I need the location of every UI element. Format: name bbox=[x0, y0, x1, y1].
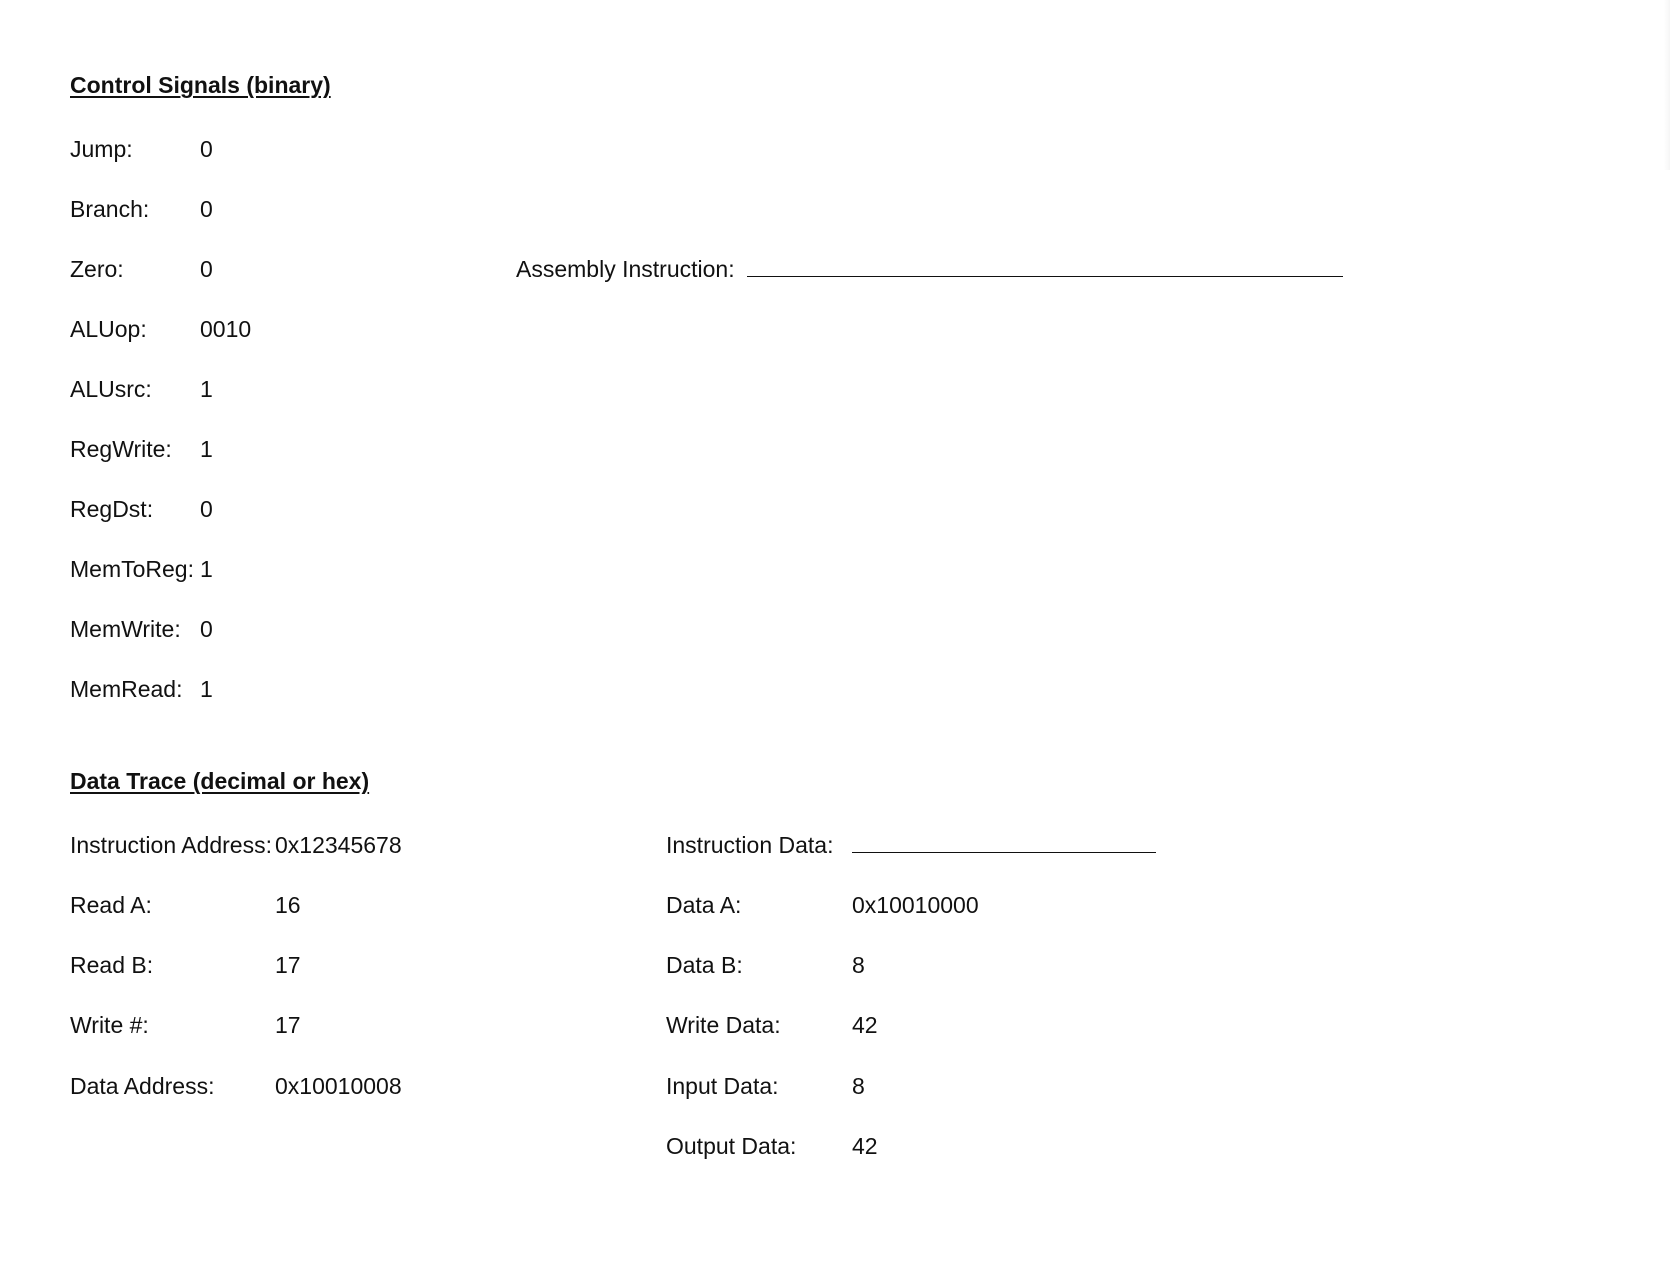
trace-value-data-a: 0x10010000 bbox=[852, 892, 979, 918]
signal-label-jump: Jump: bbox=[70, 136, 133, 162]
signal-value-regdst: 0 bbox=[200, 496, 213, 522]
signal-value-aluop: 0010 bbox=[200, 316, 252, 342]
assembly-instruction-field bbox=[516, 258, 1343, 281]
signal-label-regdst: RegDst: bbox=[70, 496, 154, 522]
trace-label-write-number: Write #: bbox=[70, 1012, 149, 1038]
trace-label-write-data: Write Data: bbox=[666, 1012, 781, 1038]
signal-value-memtoreg: 1 bbox=[200, 556, 213, 582]
signal-label-branch: Branch: bbox=[70, 196, 150, 222]
trace-label-data-b: Data B: bbox=[666, 952, 743, 978]
trace-label-instruction-data: Instruction Data: bbox=[666, 832, 834, 858]
trace-label-data-address: Data Address: bbox=[70, 1073, 215, 1099]
signal-value-branch: 0 bbox=[200, 196, 213, 222]
trace-label-instruction-address: Instruction Address: bbox=[70, 832, 272, 858]
signal-value-zero: 0 bbox=[200, 256, 213, 282]
signal-value-regwrite: 1 bbox=[200, 436, 213, 462]
signal-value-jump: 0 bbox=[200, 136, 213, 162]
instruction-data-blank bbox=[852, 852, 1156, 853]
trace-label-read-a: Read A: bbox=[70, 892, 152, 918]
trace-value-read-b: 17 bbox=[275, 952, 301, 978]
signal-label-aluop: ALUop: bbox=[70, 316, 147, 342]
assembly-instruction-blank bbox=[747, 276, 1343, 277]
trace-label-output-data: Output Data: bbox=[666, 1133, 797, 1159]
signal-label-memread: MemRead: bbox=[70, 676, 183, 702]
trace-value-instruction-address: 0x12345678 bbox=[275, 832, 402, 858]
trace-label-data-a: Data A: bbox=[666, 892, 742, 918]
trace-value-write-number: 17 bbox=[275, 1012, 301, 1038]
trace-value-data-address: 0x10010008 bbox=[275, 1073, 402, 1099]
signal-label-alusrc: ALUsrc: bbox=[70, 376, 152, 402]
signal-value-memwrite: 0 bbox=[200, 616, 213, 642]
trace-label-input-data: Input Data: bbox=[666, 1073, 779, 1099]
signal-label-memtoreg: MemToReg: bbox=[70, 556, 194, 582]
data-trace-heading: Data Trace (decimal or hex) bbox=[70, 768, 370, 794]
control-signals-heading: Control Signals (binary) bbox=[70, 72, 331, 98]
signal-value-alusrc: 1 bbox=[200, 376, 213, 402]
trace-value-write-data: 42 bbox=[852, 1012, 878, 1038]
signal-label-zero: Zero: bbox=[70, 256, 124, 282]
trace-value-input-data: 8 bbox=[852, 1073, 865, 1099]
page-edge-shadow bbox=[1664, 0, 1670, 170]
trace-value-read-a: 16 bbox=[275, 892, 301, 918]
signal-label-memwrite: MemWrite: bbox=[70, 616, 181, 642]
trace-value-data-b: 8 bbox=[852, 952, 865, 978]
signal-label-regwrite: RegWrite: bbox=[70, 436, 172, 462]
signal-value-memread: 1 bbox=[200, 676, 213, 702]
trace-value-output-data: 42 bbox=[852, 1133, 878, 1159]
trace-value-instruction-data bbox=[852, 834, 1156, 857]
trace-label-read-b: Read B: bbox=[70, 952, 154, 978]
assembly-instruction-label: Assembly Instruction: bbox=[516, 256, 735, 282]
